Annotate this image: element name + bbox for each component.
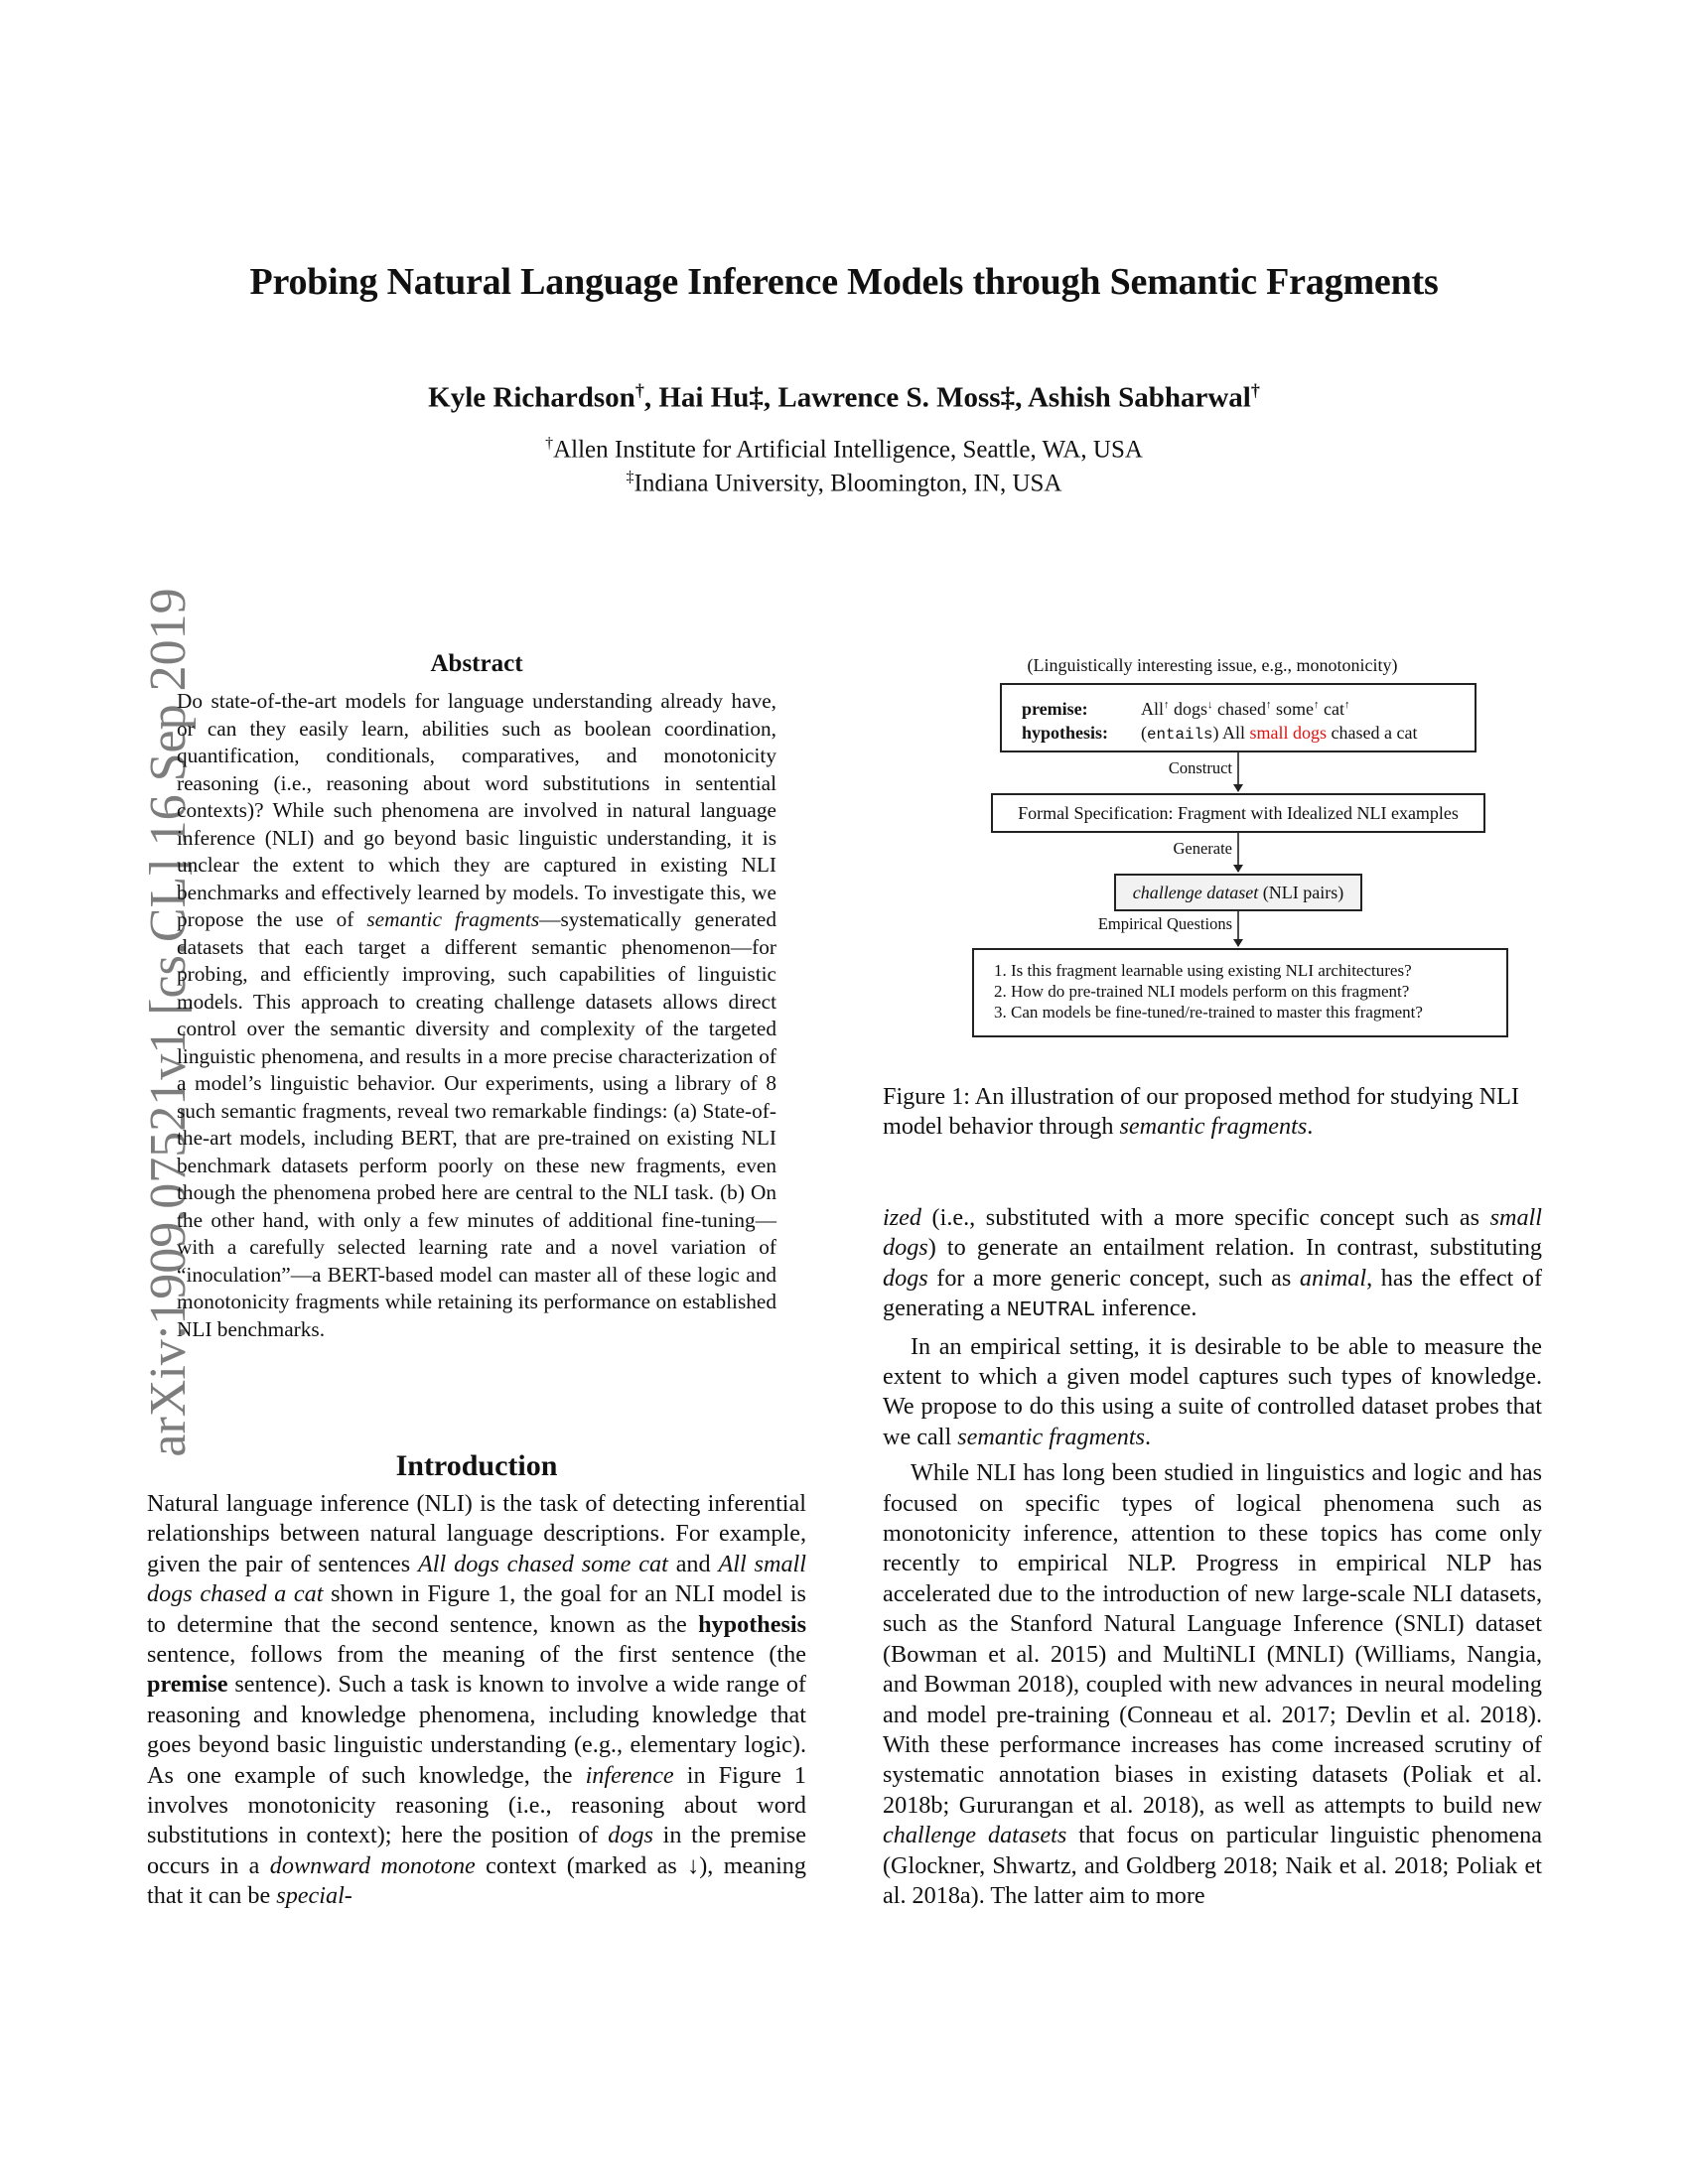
author-separator: , (1015, 381, 1028, 414)
hypothesis-label: hypothesis: (1022, 723, 1109, 743)
premise-word: some (1271, 699, 1315, 719)
question-item: 3. Can models be fine-tuned/re-trained to master this fragment? (994, 1003, 1423, 1022)
body-emphasis: semantic fragments (957, 1423, 1145, 1450)
abstract-heading: Abstract (430, 650, 523, 677)
intro-text: shown in Figure 1, the goal for an NLI model is to determine that the second sentence, known as the (147, 1580, 806, 1638)
arrowhead (1233, 784, 1243, 792)
body-text: that focus on particular linguistic phenomena (Glockner, Shwartz, and Goldberg 2018; Naik et al. 2018; Poliak et al. 2018a). The latter aim to more (883, 1822, 1543, 1909)
arrowhead (1233, 939, 1243, 947)
body-text: , has the effect of generating a (883, 1264, 1542, 1322)
caption-text: Figure 1: An illustration of our proposed method for studying NLI model behavior through (883, 1083, 1519, 1141)
body-emphasis: challenge datasets (883, 1822, 1067, 1849)
hypothesis-text: chased a cat (1327, 723, 1418, 743)
introduction-paragraph (147, 1489, 806, 1912)
intro-emphasis: dogs (608, 1822, 653, 1849)
challenge-dataset-text: (NLI pairs) (1258, 883, 1344, 902)
abstract-emphasis: semantic fragments (366, 907, 540, 931)
affiliation-mark: † (634, 380, 644, 400)
body-text: ) to generate an entailment relation. In contrast, substituting (927, 1234, 1542, 1262)
intro-bold: hypothesis (698, 1610, 806, 1638)
premise-label: premise: (1022, 699, 1088, 719)
caption-text: . (1307, 1113, 1314, 1141)
affiliation-mark: ‡ (626, 469, 634, 485)
intro-text: in Figure 1 involves monotonicity reasoning (i.e., reasoning about word substitutions in context); here the position of (147, 1761, 806, 1849)
arrowhead (1233, 865, 1243, 873)
body-emphasis: animal (1299, 1264, 1367, 1292)
hypothesis-text: ) All (1212, 723, 1250, 743)
intro-emphasis: All dogs chased some cat (418, 1550, 668, 1577)
author-name: Lawrence S. Moss (777, 381, 1001, 414)
affiliation-text: Allen Institute for Artificial Intelligence, Seattle, WA, USA (553, 436, 1143, 464)
body-text: inference. (1095, 1295, 1197, 1322)
arxiv-stamp: arXiv:1909.07521v1 [cs.CL] 16 Sep 2019 (140, 588, 197, 1457)
body-text: In an empirical setting, it is desirable to be able to measure the extent to which a given model captures such types of knowledge. We propose to do this using a suite of controlled dataset probes that we call (883, 1332, 1542, 1450)
abstract-text: —systematically generated datasets that each target a different semantic phenomenon—for probing, and efficiently improving, such capabilities of linguistic models. This approach to creating challenge datasets allows direct control over the semantic diversity and complexity of the targeted linguistic phenomena, and results in a more precise characterization of a model’s linguistic behavior. Our experiments, using a library of 8 such semantic fragments, reveal two remarkable findings: (a) State-of-the-art models, including BERT, that are pre-trained on existing NLI benchmark datasets perform poorly on these new fragments, even though the phenomena probed here are central to the NLI task. (b) On the other hand, with only a few minutes of additional fine-tuning—with a carefully selected learning rate and a novel variation of “inoculation”—a BERT-based model can master all of these logic and monotonicity fragments while retaining its performance on established NLI benchmarks. (177, 907, 776, 1341)
premise-word: cat (1319, 699, 1344, 719)
affiliation-mark: ‡ (1000, 381, 1016, 414)
paragraph (883, 1332, 1542, 1453)
caption-emphasis: semantic fragments (1119, 1113, 1308, 1141)
premise-word: dogs (1169, 699, 1208, 719)
body-emphasis: small dogs (883, 1204, 1542, 1262)
intro-emphasis: downward monotone (269, 1851, 476, 1879)
question-item: 1. Is this fragment learnable using existing NLI architectures? (994, 961, 1412, 980)
intro-text: sentence). Such a task is known to involve a wide range of reasoning and knowledge phenomena, including knowledge that goes beyond basic linguistic understanding (e.g., elementary logic). As one example of such knowledge, the (147, 1671, 806, 1789)
arrow-label-empirical: Empirical Questions (1097, 914, 1232, 933)
intro-emphasis: inference (585, 1761, 674, 1789)
author-name: Hai Hu (658, 381, 750, 414)
intro-text: context (marked as ↓), meaning that it can be (147, 1851, 806, 1910)
monotonicity-mark: ↓ (1207, 699, 1213, 711)
intro-text: in the premise occurs in a (147, 1822, 806, 1879)
monotonicity-mark: ↑ (1164, 699, 1170, 711)
intro-text: Natural language inference (NLI) is the task of detecting inferential relationships between natural language descriptions. For example, given the pair of sentences (147, 1490, 806, 1577)
body-label-neutral: NEUTRAL (1006, 1298, 1096, 1323)
intro-text: sentence, follows from the meaning of the first sentence (the (147, 1641, 806, 1669)
premise-word: All (1141, 699, 1165, 719)
body-text: . (1145, 1423, 1152, 1450)
monotonicity-mark: ↑ (1266, 699, 1272, 711)
body-emphasis: dogs (883, 1264, 928, 1292)
intro-text: and (667, 1550, 719, 1577)
intro-emphasis: special- (276, 1882, 352, 1910)
abstract-text: Do state-of-the-art models for language understanding already have, or can they easily learn, abilities such as boolean coordination, quantification, conditionals, comparatives, and monotonicity reasoning (i.e., reasoning about word substitutions in sentential contexts)? While such phenomena are involved in natural language inference (NLI) and go beyond basic linguistic understanding, it is unclear the extent to which they are captured in existing NLI benchmarks and effectively learned by models. To investigate this, we propose the use of (177, 689, 776, 931)
body-text: While NLI has long been studied in linguistics and logic and has focused on specific types of logical phenomena such as monotonicity inference, attention to these topics has come only recently to empirical NLP. Progress in empirical NLP has accelerated due to the introduction of new large-scale NLI datasets, such as the Stanford Natural Language Inference (SNLI) dataset (Bowman et al. 2015) and MultiNLI (MNLI) (Williams, Nangia, and Bowman 2018), coupled with new advances in neural modeling and model pre-training (Conneau et al. 2017; Devlin et al. 2018). With these performance increases has come increased scrutiny of systematic annotation biases in existing datasets (Poliak et al. 2018b; Gururangan et al. 2018), as well as attempts to build new (883, 1459, 1542, 1819)
hypothesis-relation: entails (1147, 726, 1213, 744)
author-name: Ashish Sabharwal (1027, 381, 1251, 414)
paragraph (883, 1458, 1542, 1911)
intro-emphasis: All small dogs chased a cat (147, 1550, 806, 1608)
hypothesis-highlight: small dogs (1249, 723, 1328, 743)
arrow-label-generate: Generate (1173, 839, 1232, 858)
introduction-heading: Introduction (395, 1449, 558, 1482)
body-text: (i.e., substituted with a more specific concept such as (920, 1204, 1490, 1231)
monotonicity-mark: ↑ (1314, 699, 1320, 711)
arrow-label-construct: Construct (1168, 758, 1232, 777)
question-item: 2. How do pre-trained NLI models perform on this fragment? (994, 982, 1410, 1001)
hypothesis-text: ( (1141, 723, 1147, 743)
affiliation-text: Indiana University, Bloomington, IN, USA (633, 470, 1062, 497)
right-column-text (883, 1203, 1542, 1911)
affiliation-mark: † (545, 435, 554, 452)
author-separator: , (643, 381, 659, 414)
body-text: for a more generic concept, such as (927, 1264, 1300, 1292)
figure-top-label: (Linguistically interesting issue, e.g., monotonicity) (1027, 655, 1398, 675)
paper-title: Probing Natural Language Inference Models through Semantic Fragments (249, 261, 1439, 303)
figure-caption (883, 1082, 1542, 1143)
questions-box (972, 948, 1508, 1037)
affiliation-mark: ‡ (749, 381, 764, 414)
author-name: Kyle Richardson (428, 381, 635, 414)
challenge-dataset-emphasis: challenge dataset (1132, 883, 1259, 902)
paragraph (883, 1203, 1542, 1326)
monotonicity-mark: ↑ (1344, 699, 1350, 711)
intro-bold: premise (147, 1671, 228, 1699)
body-emphasis: ized (883, 1204, 921, 1231)
premise-word: chased (1212, 699, 1267, 719)
author-separator: , (763, 381, 778, 414)
challenge-dataset-box (1114, 874, 1362, 911)
formal-spec-box: Formal Specification: Fragment with Idealized NLI examples (991, 793, 1485, 833)
affiliation-mark: † (1250, 380, 1260, 400)
